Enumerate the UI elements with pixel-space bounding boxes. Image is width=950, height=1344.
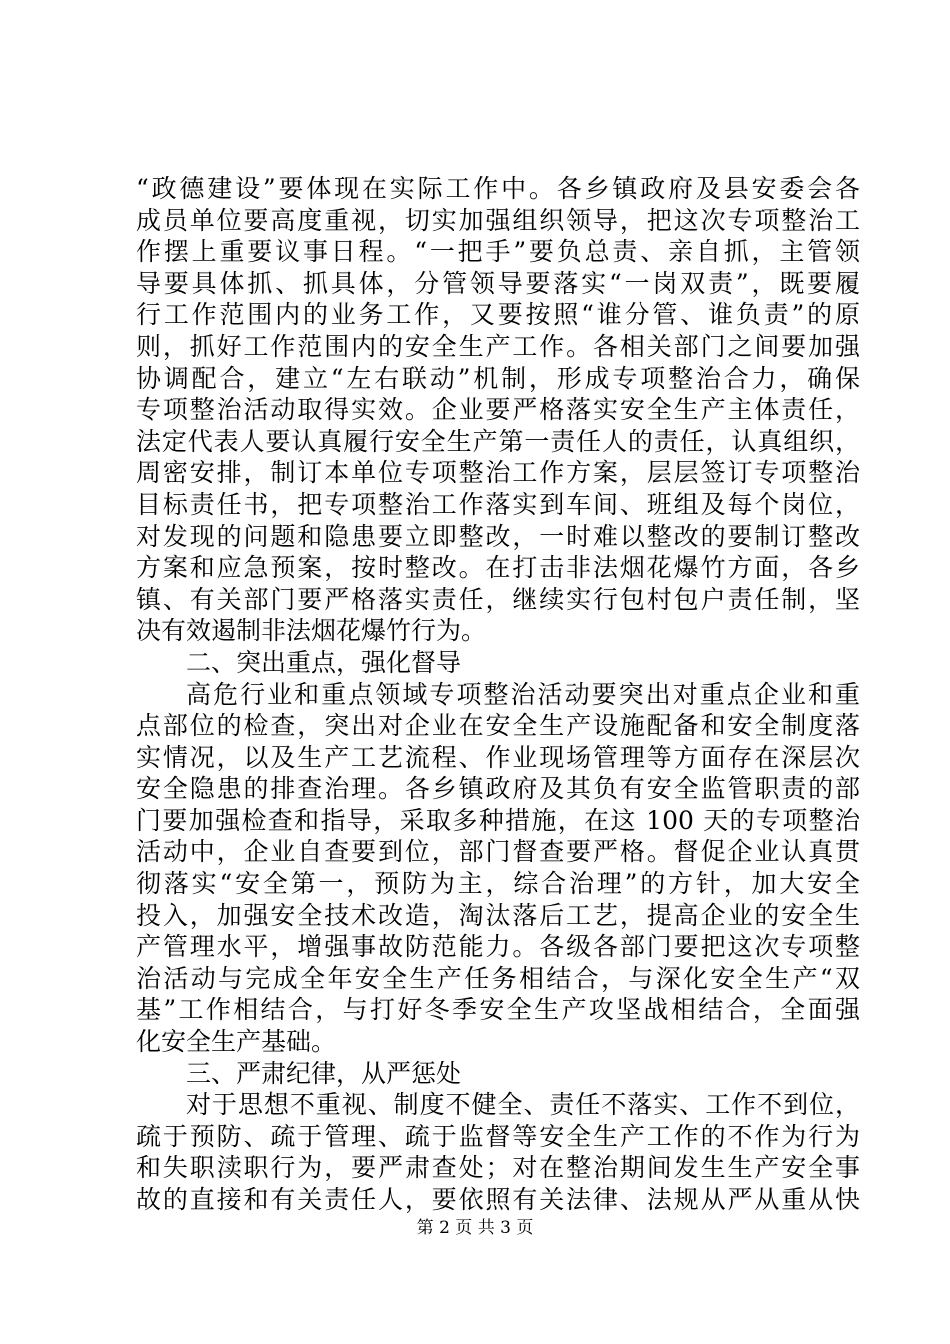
text-line: 安全隐患的排查治理。各乡镇政府及其负有安全监管职责的部 bbox=[136, 774, 860, 804]
text-line: 基”工作相结合，与打好冬季安全生产攻坚战相结合，全面强 bbox=[136, 995, 860, 1025]
text-line: 疏于预防、疏于管理、疏于监督等安全生产工作的不作为行为 bbox=[136, 1121, 860, 1151]
text-line: “政德建设”要体现在实际工作中。各乡镇政府及县安委会各 bbox=[136, 174, 860, 203]
text-line: 协调配合，建立“左右联动”机制，形成专项整治合力，确保 bbox=[136, 363, 860, 393]
section-heading: 二、突出重点，强化督导 bbox=[186, 647, 462, 677]
text-line: 门要加强检查和指导，采取多种措施，在这 100 天的专项整治 bbox=[136, 805, 860, 835]
text-line: 实情况，以及生产工艺流程、作业现场管理等方面存在深层次 bbox=[136, 742, 860, 772]
text-line: 决有效遏制非法烟花爆竹行为。 bbox=[136, 616, 487, 646]
text-line: 化安全生产基础。 bbox=[136, 1027, 337, 1057]
text-line: 对于思想不重视、制度不健全、责任不落实、工作不到位， bbox=[186, 1090, 860, 1120]
text-line: 方案和应急预案，按时整改。在打击非法烟花爆竹方面，各乡 bbox=[136, 553, 860, 583]
text-line: 周密安排，制订本单位专项整治工作方案，层层签订专项整治 bbox=[136, 458, 860, 488]
text-line: 投入，加强安全技术改造，淘汰落后工艺，提高企业的安全生 bbox=[136, 900, 860, 930]
text-line: 治活动与完成全年安全生产任务相结合，与深化安全生产“双 bbox=[136, 963, 860, 993]
paragraph bbox=[136, 1089, 860, 1215]
paragraph bbox=[136, 679, 860, 1058]
text-line: 故的直接和有关责任人，要依照有关法律、法规从严从重从快 bbox=[136, 1185, 860, 1214]
text-line: 彻落实“安全第一，预防为主，综合治理”的方针，加大安全 bbox=[136, 869, 860, 899]
paragraph bbox=[136, 173, 860, 647]
document-body bbox=[136, 173, 860, 1216]
text-line: 行工作范围内的业务工作，又要按照“谁分管、谁负责”的原 bbox=[136, 300, 860, 330]
text-line: 高危行业和重点领域专项整治活动要突出对重点企业和重 bbox=[186, 679, 860, 709]
page-number-label: 第 2 页 共 3 页 bbox=[416, 1218, 534, 1238]
text-line: 作摆上重要议事日程。“一把手”要负总责、亲自抓，主管领 bbox=[136, 237, 860, 267]
text-line: 目标责任书，把专项整治工作落实到车间、班组及每个岗位， bbox=[136, 489, 860, 519]
text-line: 点部位的检查，突出对企业在安全生产设施配备和安全制度落 bbox=[136, 711, 860, 741]
page-footer bbox=[0, 1213, 950, 1238]
text-line: 对发现的问题和隐患要立即整改，一时难以整改的要制订整改 bbox=[136, 521, 860, 551]
text-line: 和失职渎职行为，要严肃查处；对在整治期间发生生产安全事 bbox=[136, 1153, 860, 1183]
text-line: 专项整治活动取得实效。企业要严格落实安全生产主体责任， bbox=[136, 395, 860, 425]
section-heading: 三、严肃纪律，从严惩处 bbox=[186, 1058, 462, 1088]
text-line: 法定代表人要认真履行安全生产第一责任人的责任，认真组织， bbox=[136, 426, 860, 456]
text-line: 产管理水平，增强事故防范能力。各级各部门要把这次专项整 bbox=[136, 932, 860, 962]
text-line: 镇、有关部门要严格落实责任，继续实行包村包户责任制，坚 bbox=[136, 584, 860, 614]
text-line: 成员单位要高度重视，切实加强组织领导，把这次专项整治工 bbox=[136, 205, 860, 235]
text-line: 活动中，企业自查要到位，部门督查要严格。督促企业认真贯 bbox=[136, 837, 860, 867]
text-line: 导要具体抓、抓具体，分管领导要落实“一岗双责”，既要履 bbox=[136, 268, 860, 298]
text-line: 则，抓好工作范围内的安全生产工作。各相关部门之间要加强 bbox=[136, 331, 860, 361]
